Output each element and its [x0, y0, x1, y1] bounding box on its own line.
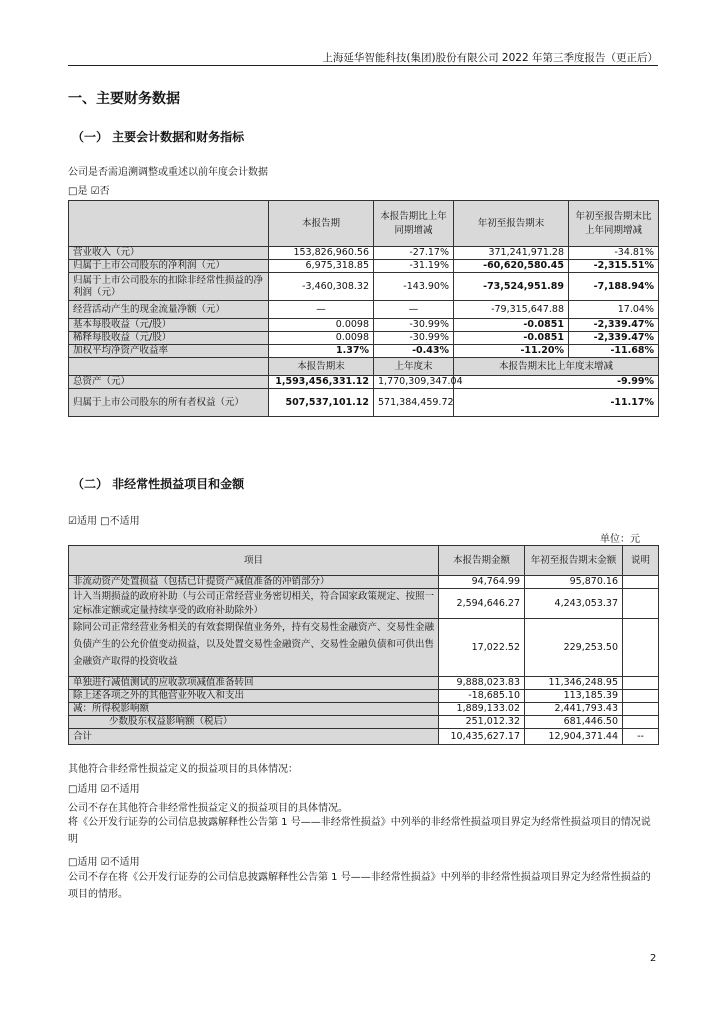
item-label: 少数股东权益影响额（税后）	[69, 716, 439, 729]
reclassification-note: 将《公开发行证券的公司信息披露解释性公告第 1 号——非经常性损益》中列举的非经常性损益项目界定为经常性损益项目的情况说明	[68, 817, 651, 845]
cell: 571,384,459.72	[374, 389, 454, 417]
applicability-options: □适用 ☑不适用	[68, 784, 140, 795]
cell: -30.99%	[374, 319, 454, 332]
row-label: 归属于上市公司股东的所有者权益（元）	[69, 389, 269, 417]
row-label: 基本每股收益（元/股）	[69, 319, 269, 332]
item-label: 合计	[69, 729, 439, 745]
cell: 17.04%	[569, 301, 659, 319]
cell	[623, 589, 659, 619]
non-recurring-table	[68, 545, 659, 745]
table-row	[69, 677, 659, 690]
item-label: 除上述各项之外的其他营业外收入和支出	[69, 690, 439, 703]
table-header-row	[69, 546, 659, 576]
cell	[623, 703, 659, 716]
cell: 1.37%	[269, 345, 374, 358]
table-row	[69, 319, 659, 332]
row-label: 总资产（元）	[69, 376, 269, 389]
cell: 251,012.32	[439, 716, 525, 729]
subsection-title-1: （一） 主要会计数据和财务指标	[72, 130, 245, 144]
subsection-title-2: （二） 非经常性损益项目和金额	[72, 477, 245, 491]
table-row	[69, 376, 659, 389]
cell: 94,764.99	[439, 576, 525, 589]
cell: -2,339.47%	[569, 332, 659, 345]
cell: 95,870.16	[525, 576, 623, 589]
cell: 11,346,248.95	[525, 677, 623, 690]
table-row	[69, 576, 659, 589]
cell: 507,537,101.12	[269, 389, 374, 417]
cell: -11.20%	[454, 345, 569, 358]
other-items-note: 其他符合非经常性损益定义的损益项目的具体情况：	[68, 764, 298, 775]
cell: -2,339.47%	[569, 319, 659, 332]
cell: 681,446.50	[525, 716, 623, 729]
row-label: 归属于上市公司股东的扣除非经常性损益的净利润（元）	[69, 273, 269, 301]
cell	[623, 619, 659, 677]
cell: -3,460,308.32	[269, 273, 374, 301]
header-cell: 本报告期末比上年度末增减	[454, 358, 659, 376]
header-cell: 年初至报告期末比上年同期增减	[569, 201, 659, 247]
cell: 12,904,371.44	[525, 729, 623, 745]
cell: -79,315,647.88	[454, 301, 569, 319]
section-title: 一、主要财务数据	[68, 91, 180, 107]
cell: 153,826,960.56	[269, 247, 374, 260]
table-row	[69, 345, 659, 358]
cell: -0.0851	[454, 319, 569, 332]
cell: -11.17%	[454, 389, 659, 417]
cell: -18,685.10	[439, 690, 525, 703]
item-label: 非流动资产处置损益（包括已计提资产减值准备的冲销部分）	[69, 576, 439, 589]
cell: 0.0098	[269, 332, 374, 345]
applicability-options: □适用 ☑不适用	[68, 857, 140, 868]
cell: -0.43%	[374, 345, 454, 358]
header-cell: 上年度末	[374, 358, 454, 376]
cell: 371,241,971.28	[454, 247, 569, 260]
cell	[623, 716, 659, 729]
row-label: 加权平均净资产收益率	[69, 345, 269, 358]
table-row	[69, 260, 659, 273]
row-label: 营业收入（元）	[69, 247, 269, 260]
cell: —	[374, 301, 454, 319]
row-label: 归属于上市公司股东的净利润（元）	[69, 260, 269, 273]
header-cell	[69, 358, 269, 376]
header-cell: 本报告期金额	[439, 546, 525, 576]
header-cell: 项目	[69, 546, 439, 576]
cell: 229,253.50	[525, 619, 623, 677]
cell: 1,770,309,347.04	[374, 376, 454, 389]
cell: -2,315.51%	[569, 260, 659, 273]
cell: -7,188.94%	[569, 273, 659, 301]
cell	[623, 576, 659, 589]
cell: -9.99%	[454, 376, 659, 389]
cell: 2,594,646.27	[439, 589, 525, 619]
unit-label: 单位：元	[600, 534, 640, 545]
cell: -11.68%	[569, 345, 659, 358]
header-cell: 本报告期	[269, 201, 374, 247]
header-cell: 年初至报告期末金额	[525, 546, 623, 576]
applicability-options: ☑适用 □不适用	[68, 516, 140, 527]
restatement-options: □是 ☑否	[68, 186, 110, 197]
table-total-row	[69, 729, 659, 745]
item-label: 单独进行减值测试的应收款项减值准备转回	[69, 677, 439, 690]
header-cell	[69, 201, 269, 247]
cell: -73,524,951.89	[454, 273, 569, 301]
cell: -31.19%	[374, 260, 454, 273]
cell: 113,185.39	[525, 690, 623, 703]
table-header-row	[69, 201, 659, 247]
cell: 1,593,456,331.12	[269, 376, 374, 389]
report-header: 上海延华智能科技(集团)股份有限公司 2022 年第三季度报告（更正后）	[322, 52, 658, 64]
header-cell: 说明	[623, 546, 659, 576]
cell	[623, 677, 659, 690]
cell: --	[623, 729, 659, 745]
cell: 1,889,133.02	[439, 703, 525, 716]
cell: -60,620,580.45	[454, 260, 569, 273]
table-row	[69, 716, 659, 729]
item-label: 减：所得税影响额	[69, 703, 439, 716]
no-reclassification-statement: 公司不存在将《公开发行证券的公司信息披露解释性公告第 1 号——非经常性损益》中列举的非经常性损益项目界定为经常性损益的项目的情形。	[68, 872, 651, 900]
cell: 10,435,627.17	[439, 729, 525, 745]
cell: -143.90%	[374, 273, 454, 301]
financial-data-table	[68, 200, 659, 417]
item-label: 除同公司正常经营业务相关的有效套期保值业务外，持有交易性金融资产、交易性金融负债产生的公允价值变动损益，以及处置交易性金融资产、交易性金融负债和可供出售金融资产取得的投资收益	[69, 619, 439, 677]
cell: 6,975,318.85	[269, 260, 374, 273]
no-other-items-statement: 公司不存在其他符合非经常性损益定义的损益项目的具体情况。	[68, 803, 348, 814]
table-row	[69, 589, 659, 619]
table-row	[69, 273, 659, 301]
cell: -34.81%	[569, 247, 659, 260]
cell	[623, 690, 659, 703]
table-row	[69, 690, 659, 703]
header-cell: 本报告期比上年同期增减	[374, 201, 454, 247]
table-row	[69, 247, 659, 260]
table-row	[69, 619, 659, 677]
page-number: 2	[650, 953, 657, 964]
table-header-row	[69, 358, 659, 376]
header-divider	[68, 65, 658, 66]
table-row	[69, 389, 659, 417]
cell: -30.99%	[374, 332, 454, 345]
cell: 4,243,053.37	[525, 589, 623, 619]
cell: 2,441,793.43	[525, 703, 623, 716]
restatement-question: 公司是否需追溯调整或重述以前年度会计数据	[68, 167, 268, 178]
cell: 0.0098	[269, 319, 374, 332]
header-cell: 年初至报告期末	[454, 201, 569, 247]
cell: -0.0851	[454, 332, 569, 345]
table-row	[69, 332, 659, 345]
cell: 9,888,023.83	[439, 677, 525, 690]
item-label: 计入当期损益的政府补助（与公司正常经营业务密切相关，符合国家政策规定、按照一定标准定额或定量持续享受的政府补助除外）	[69, 589, 439, 619]
cell: -27.17%	[374, 247, 454, 260]
row-label: 稀释每股收益（元/股）	[69, 332, 269, 345]
table-row	[69, 301, 659, 319]
cell: —	[269, 301, 374, 319]
table-row	[69, 703, 659, 716]
cell: 17,022.52	[439, 619, 525, 677]
row-label: 经营活动产生的现金流量净额（元）	[69, 301, 269, 319]
header-cell: 本报告期末	[269, 358, 374, 376]
